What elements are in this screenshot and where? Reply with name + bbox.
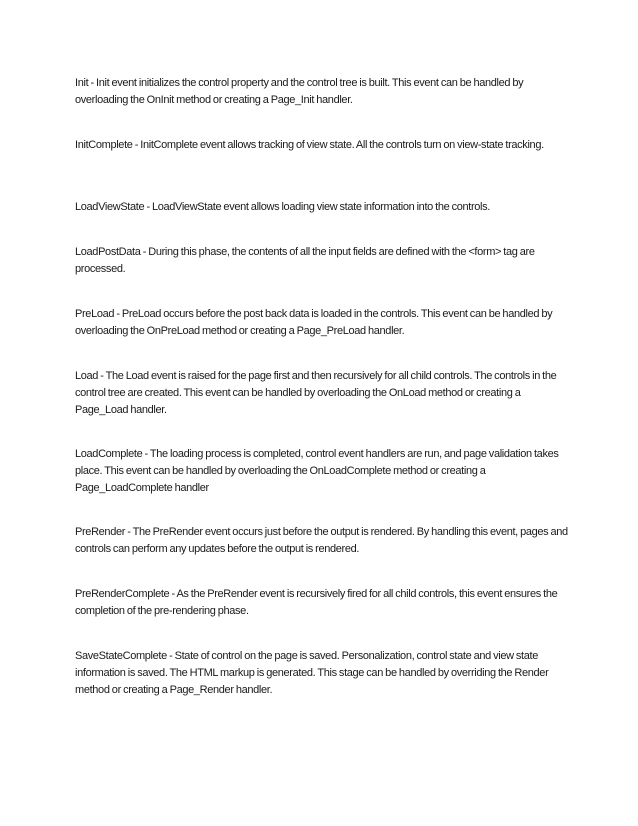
paragraph-savestatecomplete: SaveStateComplete - State of control on the page is saved. Personalization, control state and view state information is saved. The HTML markup is generated. This stage can be handled by overriding the Render method or creating a Page_Render handler. — [75, 650, 549, 696]
paragraph-prerendercomplete: PreRenderComplete - As the PreRender event is recursively fired for all child controls, this event ensures the completion of the pre-rendering phase. — [75, 588, 558, 617]
paragraph-preload: PreLoad - PreLoad occurs before the post back data is loaded in the controls. This event can be handled by overloading the OnPreLoad method or creating a Page_PreLoad handler. — [75, 308, 553, 337]
paragraph-initcomplete: InitComplete - InitComplete event allows tracking of view state. All the controls turn on view-state tracking. — [75, 139, 544, 151]
paragraph-init: Init - Init event initializes the control property and the control tree is built. This event can be handled by overloading the OnInit method or creating a Page_Init handler. — [75, 77, 524, 106]
paragraph-loadviewstate: LoadViewState - LoadViewState event allows loading view state information into the controls. — [75, 201, 490, 213]
paragraph-prerender: PreRender - The PreRender event occurs just before the output is rendered. By handling this event, pages and controls can perform any updates before the output is rendered. — [75, 526, 568, 555]
paragraph-loadpostdata: LoadPostData - During this phase, the contents of all the input fields are defined with the <form> tag are processed. — [75, 246, 535, 275]
paragraph-load: Load - The Load event is raised for the page first and then recursively for all child controls. The controls in the control tree are created. This event can be handled by overloading the OnLoad method or creating a Page_Load handler. — [75, 370, 557, 416]
paragraph-loadcomplete: LoadComplete - The loading process is completed, control event handlers are run, and page validation takes place. This event can be handled by overloading the OnLoadComplete method or creating a Page_LoadComplete handler — [75, 448, 559, 494]
